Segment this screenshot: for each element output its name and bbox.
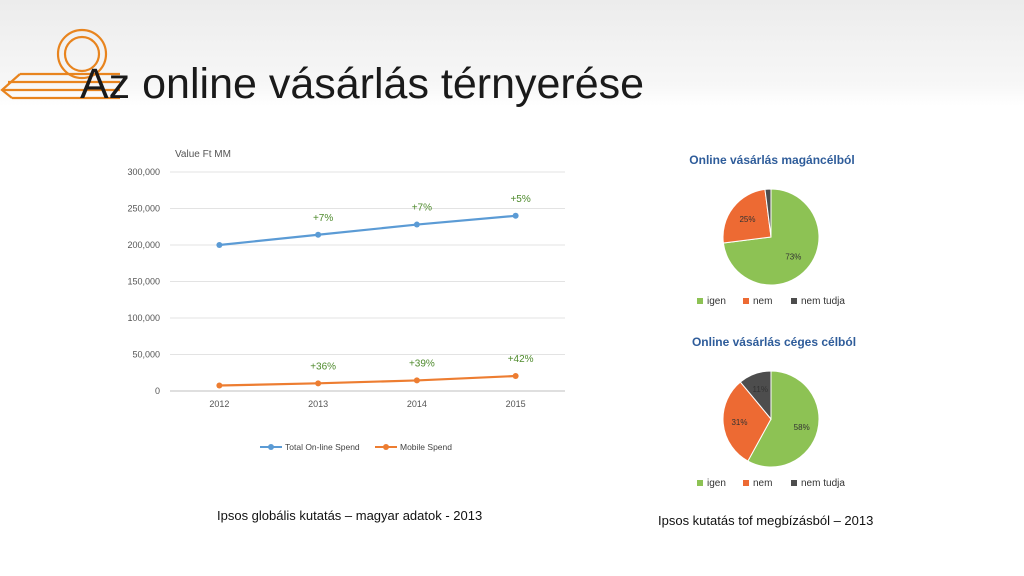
x-tick-label: 2012 bbox=[209, 399, 230, 409]
legend-swatch bbox=[743, 298, 749, 304]
x-tick-label: 2014 bbox=[406, 399, 427, 409]
data-point bbox=[315, 232, 321, 238]
series-line-total bbox=[219, 216, 515, 245]
pie-title: Online vásárlás magáncélból bbox=[689, 153, 855, 167]
pie-value-label: 25% bbox=[739, 214, 756, 224]
y-axis-label: Value Ft MM bbox=[175, 149, 231, 160]
legend-swatch bbox=[697, 298, 703, 304]
data-point bbox=[414, 377, 420, 383]
x-tick-label: 2013 bbox=[308, 399, 329, 409]
pie-value-label: 11% bbox=[752, 385, 768, 395]
pie-title: Online vásárlás céges célból bbox=[691, 335, 857, 349]
pie-chart-private bbox=[660, 148, 900, 318]
legend-entry: nem tudja bbox=[801, 296, 845, 307]
pie-value-label: 73% bbox=[785, 252, 802, 262]
data-point bbox=[315, 380, 321, 386]
y-tick-label: 250,000 bbox=[127, 203, 160, 214]
data-point bbox=[414, 222, 420, 228]
growth-label: +42% bbox=[507, 354, 534, 366]
data-point bbox=[216, 383, 222, 389]
pie-value-label: 31% bbox=[731, 417, 748, 427]
growth-label: +7% bbox=[312, 212, 334, 224]
growth-label: +5% bbox=[510, 193, 531, 205]
growth-label: +7% bbox=[411, 202, 433, 214]
data-point bbox=[513, 213, 519, 219]
source-caption-left: Ipsos globális kutatás – magyar adatok - 2013 bbox=[217, 508, 483, 523]
legend-entry: nem bbox=[753, 478, 773, 489]
pie-value-label: 58% bbox=[793, 422, 810, 432]
series-line-mobile bbox=[219, 376, 515, 385]
legend-entry: nem tudja bbox=[801, 478, 845, 489]
y-tick-label: 100,000 bbox=[127, 313, 160, 323]
legend-swatch bbox=[743, 480, 749, 486]
y-tick-label: 150,000 bbox=[127, 276, 160, 287]
x-tick-label: 2015 bbox=[505, 399, 526, 409]
legend-marker bbox=[383, 444, 389, 450]
legend-swatch bbox=[791, 298, 797, 304]
legend-swatch bbox=[791, 480, 797, 486]
growth-label: +36% bbox=[310, 361, 337, 373]
legend-marker bbox=[268, 444, 274, 450]
legend-entry: igen bbox=[707, 296, 726, 307]
data-point bbox=[216, 242, 222, 248]
y-tick-label: 200,000 bbox=[127, 240, 160, 250]
y-tick-label: 0 bbox=[154, 386, 160, 396]
slide-title: Az online vásárlás térnyerése bbox=[80, 60, 645, 108]
growth-label: +39% bbox=[408, 358, 435, 370]
pie-chart-business bbox=[660, 330, 900, 500]
legend-entry: nem bbox=[753, 296, 773, 307]
y-tick-label: 300,000 bbox=[127, 167, 160, 177]
legend-entry: igen bbox=[707, 478, 726, 489]
y-tick-label: 50,000 bbox=[132, 349, 160, 360]
line-chart bbox=[120, 140, 580, 470]
legend-swatch bbox=[697, 480, 703, 486]
legend-entry: Total On-line Spend bbox=[285, 442, 360, 452]
legend-entry: Mobile Spend bbox=[400, 442, 452, 452]
source-caption-right: Ipsos kutatás tof megbízásból – 2013 bbox=[658, 513, 874, 528]
data-point bbox=[513, 373, 519, 379]
